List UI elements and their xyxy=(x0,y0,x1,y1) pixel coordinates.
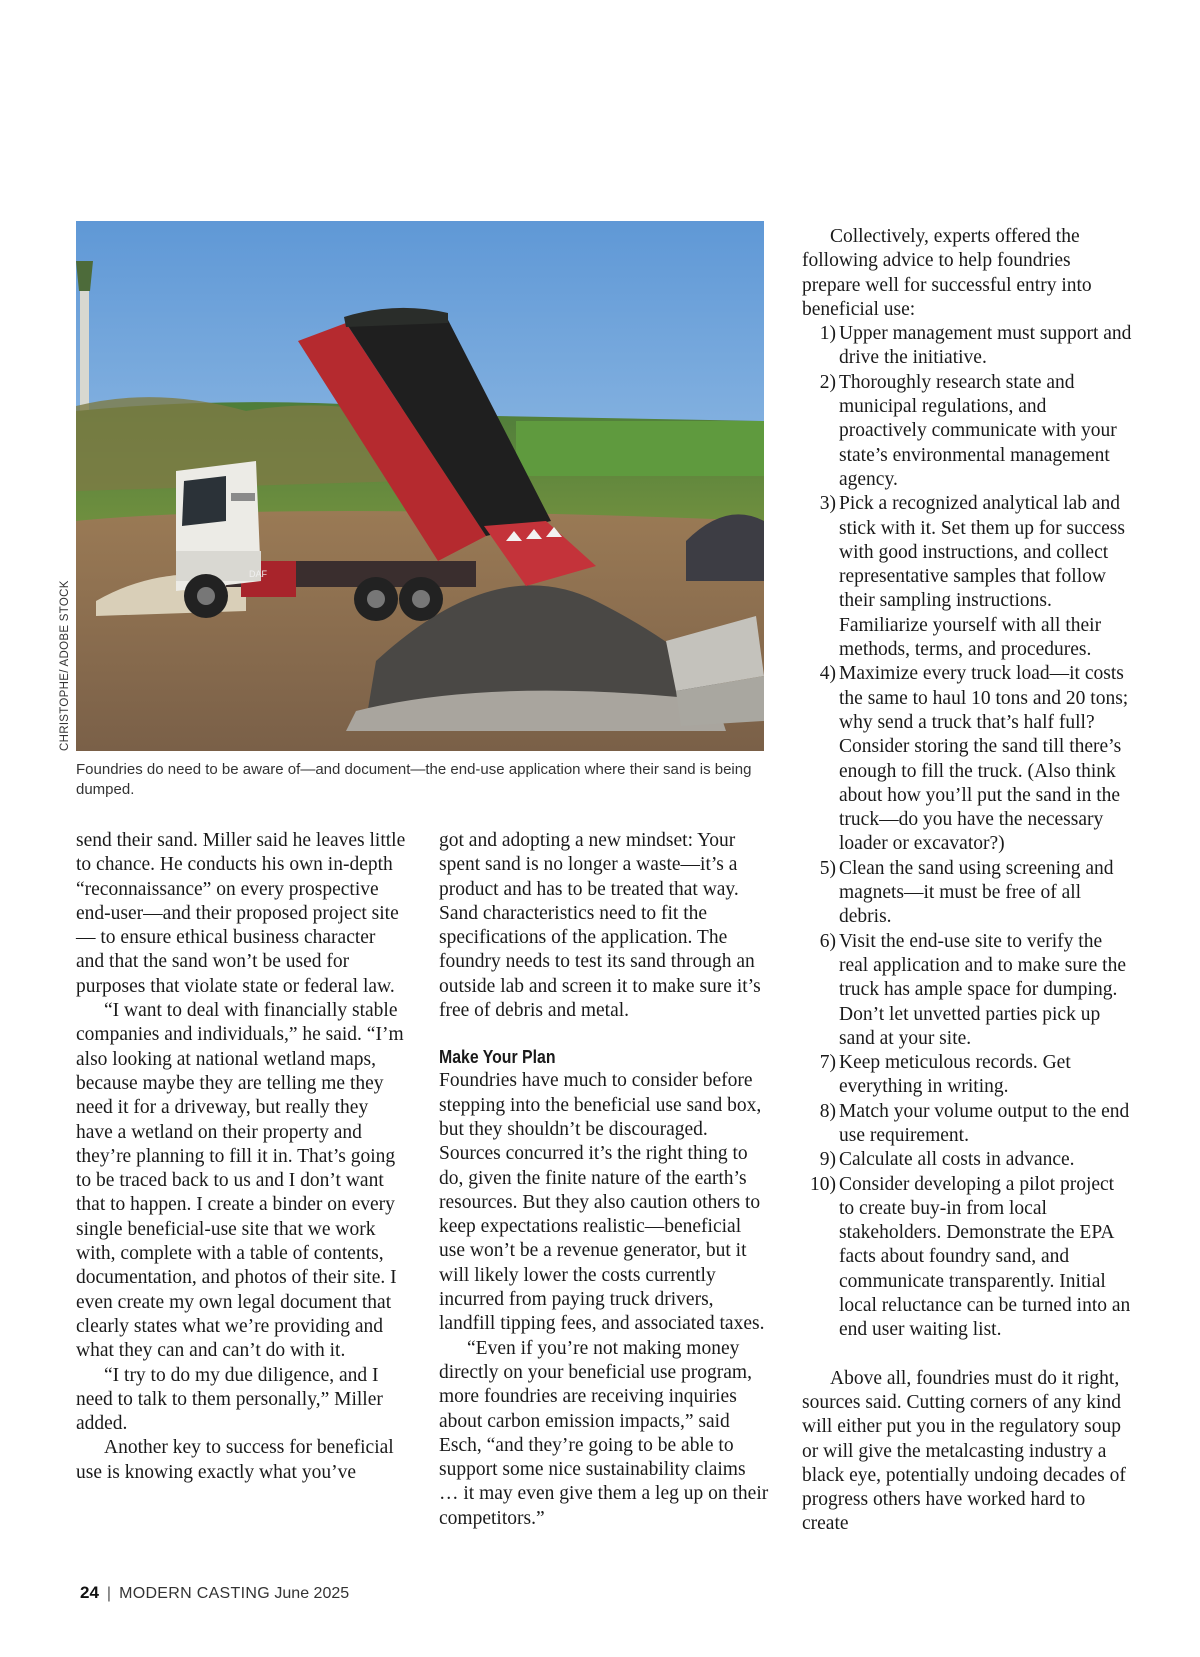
paragraph: Another key to success for beneficial use is knowing exactly what you’ve xyxy=(76,1437,394,1483)
item-number: 10) xyxy=(810,1173,836,1195)
page-footer xyxy=(80,1583,349,1603)
list-item xyxy=(802,322,1132,371)
item-text: Maximize every truck load—it costs the same to haul 10 tons and 20 tons; why send a truck that’s half full? Consider storing the sand till there’s enough to fill the truck. (Also think about how you’ll put the sand in the truck—do you have the necessary loader or excavator?) xyxy=(839,663,1129,855)
item-text: Keep meticulous records. Get everything in writing. xyxy=(839,1052,1071,1098)
item-text: Match your volume output to the end use requirement. xyxy=(839,1100,1130,1146)
crop-field xyxy=(516,421,764,476)
issue-date: June 2025 xyxy=(274,1585,350,1602)
item-text: Visit the end-use site to verify the real application and to make sure the truck has ample space for dumping. Don’t let unvetted parties pick up sand at your site. xyxy=(839,930,1126,1049)
item-number: 1) xyxy=(819,323,836,345)
item-text: Consider developing a pilot project to create buy-in from local stakeholders. Demonstrate the EPA facts about foundry sand, and communicate transparently. Initial local reluctance can be turned into an end user waiting list. xyxy=(839,1173,1131,1341)
list-item xyxy=(802,857,1132,930)
truck-label: DAF xyxy=(249,569,267,579)
list-item xyxy=(802,1051,1132,1100)
item-text: Pick a recognized analytical lab and stick with it. Set them up for success with good instructions, and collect representative samples that follow their sampling instructions. Familiarize yourself with all their methods, terms, and procedures. xyxy=(839,493,1125,661)
item-number: 8) xyxy=(819,1100,836,1122)
item-number: 4) xyxy=(819,663,836,685)
footer-separator: | xyxy=(106,1585,112,1602)
column-1 xyxy=(76,829,406,1485)
item-text: Calculate all costs in advance. xyxy=(839,1149,1075,1171)
magazine-name: MODERN CASTING xyxy=(119,1585,270,1602)
list-item xyxy=(802,371,1132,492)
item-number: 6) xyxy=(819,930,836,952)
item-number: 5) xyxy=(819,857,836,879)
paragraph: “I want to deal with financially stable companies and individuals,” he said. “I’m also looking at national wetland maps, because maybe they are telling me they need it for a driveway, but really they have a wetland on their property and they’re planning to fill it in. That’s going to be traced back to us and I don’t want that to happen. I create a binder on every single beneficial-use site that we work with, complete with a table of contents, documentation, and photos of their site. I even create my own legal document that clearly states what we’re providing and what they can and can’t do with it. xyxy=(76,1000,404,1362)
page-number: 24 xyxy=(80,1583,99,1602)
closing-paragraph: Above all, foundries must do it right, sources said. Cutting corners of any kind will either put you in the regulatory soup or will give the metalcasting industry a black eye, potentially undoing decades of progress others have worked hard to create xyxy=(802,1367,1126,1535)
column-3 xyxy=(802,225,1132,1537)
article-photo xyxy=(76,221,764,751)
item-text: Clean the sand using screening and magnets—it must be free of all debris. xyxy=(839,857,1114,928)
list-item xyxy=(802,1148,1132,1172)
photo-credit: CHRISTOPHE/ ADOBE STOCK xyxy=(59,580,71,751)
dump-truck-photo xyxy=(76,221,764,751)
paragraph: “I try to do my due diligence, and I need to talk to them personally,” Miller added. xyxy=(76,1364,383,1435)
column-2 xyxy=(439,829,769,1531)
list-item xyxy=(802,492,1132,662)
item-number: 9) xyxy=(819,1149,836,1171)
list-item xyxy=(802,1100,1132,1149)
item-number: 2) xyxy=(819,371,836,393)
paragraph: Foundries have much to consider before stepping into the beneficial use sand box, but they shouldn’t be discouraged. Sources concurred it’s the right thing to do, given the finite nature of the earth’s resources. But they also caution others to keep expectations realistic—beneficial use won’t be a revenue generator, but it will likely lower the costs currently incurred from paying truck drivers, landfill tipping fees, and associated taxes. xyxy=(439,1070,765,1335)
list-item xyxy=(802,1173,1132,1343)
item-text: Thoroughly research state and municipal regulations, and proactively communicate with your state’s environmental management agency. xyxy=(839,371,1117,490)
item-number: 7) xyxy=(819,1052,836,1074)
list-intro: Collectively, experts offered the following advice to help foundries prepare well for successful entry into beneficial use: xyxy=(802,226,1092,320)
item-text: Upper management must support and drive the initiative. xyxy=(839,323,1132,369)
list-item xyxy=(802,930,1132,1051)
section-subhead: Make Your Plan xyxy=(439,1047,556,1068)
list-item xyxy=(802,662,1132,856)
advice-list xyxy=(802,322,1132,1342)
photo-caption: Foundries do need to be aware of—and document—the end-use application where their sand is being dumped. xyxy=(76,761,752,798)
paragraph: “Even if you’re not making money directly on your beneficial use program, more foundries are receiving inquiries about carbon emission impacts,” said Esch, “and they’re going to be able to support some nice sustainability claims … it may even give them a leg up on their competitors.” xyxy=(439,1337,769,1529)
paragraph: send their sand. Miller said he leaves little to chance. He conducts his own in-depth “reconnaissance” on every prospective end-user—and their proposed project site— to ensure ethical business character and that the sand won’t be used for purposes that violate state or federal law. xyxy=(76,830,406,997)
paragraph: got and adopting a new mindset: Your spent sand is no longer a waste—it’s a product and has to be treated that way. Sand characteristics need to fit the specifications of the application. The foundry needs to test its sand through an outside lab and screen it to make sure it’s free of debris and metal. xyxy=(439,830,761,1022)
item-number: 3) xyxy=(819,493,836,515)
